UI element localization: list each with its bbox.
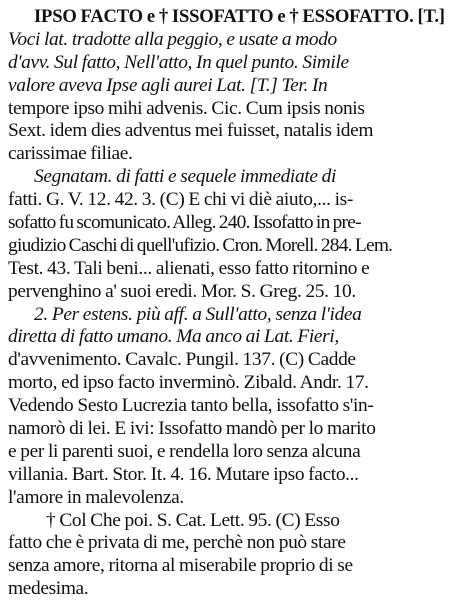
text-line: fatto che è privata di me, perchè non può stare — [8, 532, 346, 554]
text-line: d'avv. Sul fatto, Nell'atto, In quel punto. Simile — [8, 51, 349, 73]
text-line: d'avvenimento. Cavalc. Pungil. 137. (C) Cadde — [8, 349, 356, 371]
entry-headword: IPSO FACTO e † ISSOFATTO e † ESSOFATTO. [T.] — [34, 6, 445, 27]
text-line: Vedendo Sesto Lucrezia tanto bella, issofatto s'in- — [8, 395, 374, 417]
text-line: carissimae filiae. — [8, 143, 133, 165]
text-line: Sext. idem dies adventus mei fuisset, natalis idem — [8, 120, 374, 142]
text-line: Test. 43. Tali beni... alienati, esso fatto ritornino e — [8, 257, 370, 279]
text-line: morto, ed ipso facto inverminò. Zibald. Andr. 17. — [8, 372, 369, 394]
text-line: tempore ipso mihi advenis. Cic. Cum ipsis nonis — [8, 97, 365, 119]
text-line: l'amore in malevolenza. — [8, 486, 184, 508]
text-line: villania. Bart. Stor. It. 4. 16. Mutare ipso facto... — [8, 463, 359, 485]
text-line: sofatto fu scomunicato. Alleg. 240. Issofatto in pre- — [8, 212, 361, 234]
text-line: diretta di fatto umano. Ma anco ai Lat. Fieri, — [8, 326, 339, 348]
text-line: valore aveva Ipse agli aurei Lat. [T.] Ter. In — [8, 74, 328, 96]
text-line: namorò di lei. E ivi: Issofatto mandò per lo marito — [8, 418, 376, 440]
text-line: senza amore, ritorna al miserabile proprio di se — [8, 555, 353, 577]
text-line: Segnatam. di fatti e sequele immediate di — [34, 166, 336, 188]
text-line: † Col Che poi. S. Cat. Lett. 95. (C) Esso — [46, 509, 340, 531]
text-line: giudizio Caschi di quell'ufizio. Cron. Morell. 284. Lem. — [8, 234, 393, 256]
text-line: Voci lat. tradotte alla peggio, e usate a modo — [8, 28, 337, 50]
text-line: e per li parenti suoi, e rendella loro senza alcuna — [8, 440, 361, 462]
text-line: medesima. — [8, 578, 89, 600]
text-line: pervenghino a' suoi eredi. Mor. S. Greg. 25. 10. — [8, 280, 356, 302]
text-line: 2. Per estens. più aff. a Sull'atto, senza l'idea — [34, 303, 362, 325]
text-line: fatti. G. V. 12. 42. 3. (C) E chi vi diè aiuto,... is- — [8, 189, 353, 211]
